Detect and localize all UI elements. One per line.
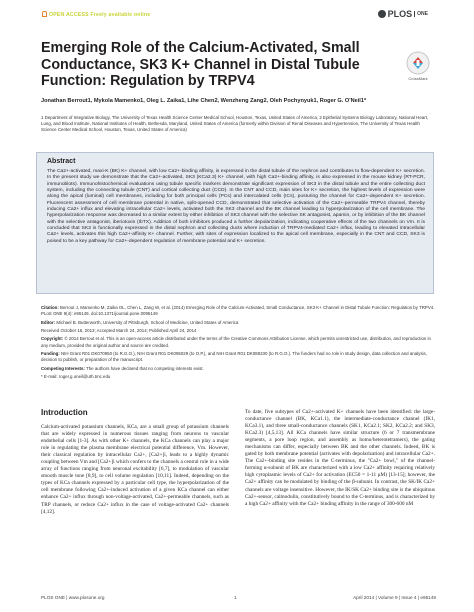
plos-sun-icon — [378, 10, 386, 18]
article-metadata — [41, 305, 436, 382]
open-lock-icon — [42, 11, 47, 17]
funding-text: NIH Grant R01 DK070950 (to R.G.O.), NIH Grant R01 DK095029 (to O.P.), and NIH Grant R01 DK088230 (to R.G.O.). The funders had no role in study design, data collection and analysis, decision to publish, or preparation of the manuscript. — [41, 350, 427, 363]
footer-journal: PLOS ONE | www.plosone.org — [41, 595, 105, 600]
crossmark-icon[interactable] — [406, 51, 430, 75]
affiliations: 1 Department of Integrative Biology, The University of Texas Health Science Center Medical School, Houston, Texas, United States of America, 2 Epithelial Systems Biology Laboratory, National Heart, Lung, and Blood Institute, National Institutes of Health, Bethesda, Maryland, United States of America (formerly within Division of Renal Diseases and Hypertension, The University of Texas Health Science Center Medical School, Houston, Texas, United States of America) — [41, 115, 429, 133]
article-title: Emerging Role of the Calcium-Activated, Small Conductance, SK3 K+ Channel in Distal Tubule Function: Regulation by TRPV4 — [41, 40, 360, 89]
funding-row — [41, 351, 436, 363]
journal-logo — [378, 9, 428, 19]
footer-issue: April 2014 | Volume 9 | Issue 4 | e95149 — [353, 595, 436, 600]
author-list: Jonathan Berrout1, Mykola Mamenko1, Oleg L. Zaika1, Lihe Chen2, Wenzheng Zang2, Oleh Pochynyuk1, Roger G. O'Neil1* — [41, 98, 367, 104]
page-number: 1 — [234, 595, 237, 600]
crossmark-label: CrossMark — [408, 76, 428, 81]
copyright-row — [41, 336, 436, 348]
editor-label: Editor: — [41, 319, 56, 325]
journal-brand: PLOS — [387, 9, 413, 19]
citation-text: Berrout J, Mamenko M, Zaika OL, Chen L, Zang W, et al. (2014) Emerging Role of the Calcium-Activated, Small Conductance, SK3 K+ Channel in Distal Tubule Function: Regulation by TRPV4. PLoS ONE 9(4): e95149. doi:10.1371/journal.pone.0095149 — [41, 305, 435, 317]
introduction-heading: Introduction — [41, 408, 88, 417]
abstract-box — [36, 152, 434, 294]
competing-label: Competing Interests: — [41, 365, 85, 371]
abstract-text: The Ca2+-activated, maxi-K (BK) K+ channel, with low Ca2+-binding affinity, is expressed in the distal tubule of the nephron and contributes to flow-dependent K+ secretion. In the present study we demonstrate that the Ca2+-activated, SK3 (KCa2.3) K+ channel, with high Ca2+-binding affinity, is also expressed in the mouse kidney (RT-PCR, immunoblots). Immunohistochemical evaluations using tubule specific markers demonstrate significant expression of SK3 in the distal tubule and the entire collecting duct system, including the connecting tubule (CNT) and cortical collecting duct (CCD). In the CNT and CCD, main sites for K+ secretion, the highest levels of expression were along the apical (luminal) cell membranes, including for both principal cells (PCs) and intercalated cells (ICs), posturing the channel for Ca2+-dependent K+ secretion. Fluorescent assessment of cell membrane potential in native, split-opened CCD, demonstrated that selective activation of the Ca2+-permeable TRPV4 channel, thereby inducing Ca2+ influx and elevating intracellular Ca2+ levels, activated both the SK3 channel and the BK channel leading to hyperpolarization of the cell membrane. The hyperpolarization response was decreased to a similar extent by either inhibition of SK3 channel with the selective SK antagonist, apamin, or by inhibition of the BK channel with the selective antagonist, iberiotoxin (IbTX). Addition of both inhibitors produced a further depolarization, indicating cooperative effects of the two channels on Vm. It is concluded that SK3 is functionally expressed in the distal nephron and collecting ducts where induction of TRPV4-mediated Ca2+ influx, leading to elevated intracellular Ca2+ levels, activates this high Ca2+-affinity K+ channel. Further, with sites of expression localized to the apical cell membrane, especially in the CNT and CCD, SK3 is poised to be a key pathway for Ca2+-dependent regulation of membrane potential and K+ secretion. — [47, 169, 425, 244]
journal-header — [0, 0, 474, 24]
competing-text: The authors have declared that no competing interests exist. — [86, 365, 204, 371]
citation-row — [41, 305, 436, 317]
journal-sub: ONE — [414, 11, 428, 17]
competing-row — [41, 366, 436, 372]
dates-row: Received October 16, 2013; Accepted March 24, 2014; Published April 24, 2014 — [41, 327, 197, 333]
open-access-badge — [42, 11, 150, 18]
editor-row — [41, 320, 436, 326]
email-row[interactable]: * E-mail: roger.g.oneil@uth.tmc.edu — [41, 373, 111, 379]
editor-text: Michael B. Butterworth, University of Pittsburgh, School of Medicine, United States of America — [56, 319, 239, 325]
intro-column-right: To date, five subtypes of Ca2+-activated K+ channels have been identified: the large-conductance channel (BK, KCa1.1), the intermediate-conductance channel (IK1, KCa3.1), and three small-conductance channels (SK1, KCa2.1; SK2, KCa2.2; and SK3, KCa2.3) [4,5,13]. All KCa channels have similar structure (6 or 7 transmembrane segments, a pore loop region, and assembly as homo/heterotetramers), the gating mechanisms can differ, especially between BK and the other channels. Indeed, BK is gated by both membrane potential (activates with depolarization) and intracellular Ca2+. The Ca2+-binding site resides in the C-terminus, the "Ca2+ bowl," of the channel-forming α-subunit of BK are characterized with a low Ca2+ affinity requiring relatively high cytoplasmic levels of Ca2+ for activation (EC50 = 1-11 μM) [13-15]; however, the Ca2+ affinity can be modulated by binding of the β-subunit. In contrast, the SK/IK Ca2+ channels are voltage insensitive. However, the IK/SK Ca2+ binding site is the ubiquitous Ca2+-sensor, calmodulin, constitutively bound to the C-terminus, and is characterized by a high Ca2+ affinity with the Ca2+ binding affinity in the range of 300-600 nM — [245, 409, 435, 507]
page-footer — [41, 595, 436, 603]
copyright-text: © 2014 Berrout et al. This is an open-access article distributed under the terms of the Creative Commons Attribution License, which permits unrestricted use, distribution, and reproduction in any medium, provided the original author and source are credited. — [41, 336, 431, 348]
intro-column-left: Calcium-activated potassium channels, KCa, are a small group of potassium channels that are widely expressed in numerous tissues ranging from neurons to vascular endothelial cells [1-3]. As with other K+ channels, the KCa channels can play a major role in regulating the plasma membrane electrical potential difference, Vm. However, their classical regulation by intracellular Ca2+, [Ca2+]i, leads to a highly dynamic coupling between Vm and [Ca2+]i which confers to the channels a central role in a wide array of functions ranging from neuronal excitability [6,7], to modulation of vascular smooth muscle tone [8,9], to cell volume regulation [10,11]. Indeed, depending on the types of KCa channels expressed by a particular cell type, the hyperpolarization of the cell membrane following Ca2+-induced activation of a given KCa channel can either enhance Ca2+ influx through non-voltage-activated, Ca2+-permeable channels, such as TRP channels, or reduce Ca2+ influx in the case of voltage-activated Ca2+ channels [4,12]. — [41, 424, 229, 515]
abstract-heading: Abstract — [47, 158, 76, 165]
citation-label: Citation: — [41, 305, 59, 310]
open-access-label: OPEN ACCESS Freely available online — [49, 12, 151, 18]
copyright-label: Copyright: — [41, 336, 64, 342]
funding-label: Funding: — [41, 350, 60, 356]
